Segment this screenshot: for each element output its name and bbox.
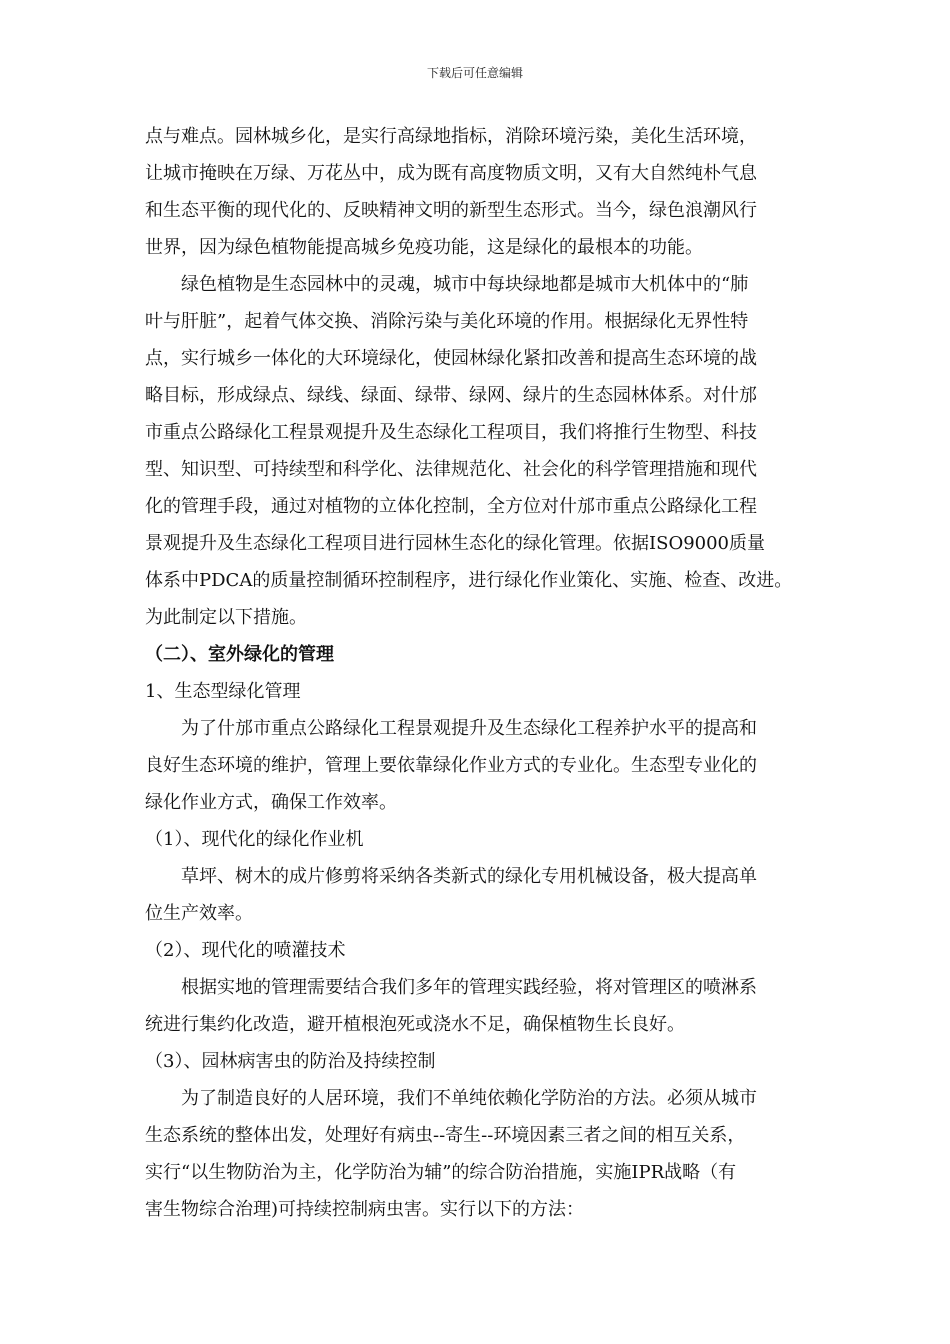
text-line: 叶与肝脏”，起着气体交换、消除污染与美化环境的作用。根据绿化无界性特 xyxy=(145,311,749,332)
text-line: 为了什邡市重点公路绿化工程景观提升及生态绿化工程养护水平的提高和 xyxy=(181,718,757,739)
text-line: 点与难点。园林城乡化，是实行高绿地指标，消除环境污染，美化生活环境， xyxy=(145,126,757,147)
text-line: 根据实地的管理需要结合我们多年的管理实践经验，将对管理区的喷淋系 xyxy=(181,977,757,998)
text-line: 为此制定以下措施。 xyxy=(145,607,307,628)
text-line: 绿化作业方式，确保工作效率。 xyxy=(145,792,397,813)
text-line: 景观提升及生态绿化工程项目进行园林生态化的绿化管理。依据ISO9000质量 xyxy=(145,533,766,554)
item-heading: （2）、现代化的喷灌技术 xyxy=(145,940,346,961)
subsection-heading: 1、生态型绿化管理 xyxy=(145,681,301,702)
text-line: 让城市掩映在万绿、万花丛中，成为既有高度物质文明，又有大自然纯朴气息 xyxy=(145,163,757,184)
text-line: 生态系统的整体出发，处理好有病虫--寄生--环境因素三者之间的相互关系， xyxy=(145,1125,746,1146)
text-line: 点，实行城乡一体化的大环境绿化，使园林绿化紧扣改善和提高生态环境的战 xyxy=(145,348,757,369)
text-line: 草坪、树木的成片修剪将采纳各类新式的绿化专用机械设备，极大提高单 xyxy=(181,866,757,887)
text-line: 良好生态环境的维护，管理上要依靠绿化作业方式的专业化。生态型专业化的 xyxy=(145,755,757,776)
section-heading: （二）、室外绿化的管理 xyxy=(145,644,334,665)
page-header: 下载后可任意编辑 xyxy=(426,66,523,80)
item-heading: （3）、园林病害虫的防治及持续控制 xyxy=(145,1051,436,1072)
document-body xyxy=(145,118,815,1228)
text-line: 体系中PDCA的质量控制循环控制程序，进行绿化作业策化、实施、检查、改进。 xyxy=(145,570,793,591)
text-line: 位生产效率。 xyxy=(145,903,253,924)
text-line: 绿色植物是生态园林中的灵魂，城市中每块绿地都是城市大机体中的“肺 xyxy=(181,274,749,295)
text-line: 略目标，形成绿点、绿线、绿面、绿带、绿网、绿片的生态园林体系。对什邡 xyxy=(145,385,757,406)
text-line: 型、知识型、可持续型和科学化、法律规范化、社会化的科学管理措施和现代 xyxy=(145,459,757,480)
item-heading: （1）、现代化的绿化作业机 xyxy=(145,829,364,850)
text-line: 害生物综合治理)可持续控制病虫害。实行以下的方法： xyxy=(145,1199,585,1220)
text-line: 为了制造良好的人居环境，我们不单纯依赖化学防治的方法。必须从城市 xyxy=(181,1088,757,1109)
text-line: 和生态平衡的现代化的、反映精神文明的新型生态形式。当今，绿色浪潮风行 xyxy=(145,200,757,221)
text-line: 世界，因为绿色植物能提高城乡免疫功能，这是绿化的最根本的功能。 xyxy=(145,237,703,258)
text-line: 市重点公路绿化工程景观提升及生态绿化工程项目，我们将推行生物型、科技 xyxy=(145,422,757,443)
text-line: 化的管理手段，通过对植物的立体化控制，全方位对什邡市重点公路绿化工程 xyxy=(145,496,757,517)
text-line: 实行“以生物防治为主，化学防治为辅”的综合防治措施，实施IPR战略（有 xyxy=(145,1162,737,1183)
text-line: 统进行集约化改造，避开植根泡死或浇水不足，确保植物生长良好。 xyxy=(145,1014,685,1035)
